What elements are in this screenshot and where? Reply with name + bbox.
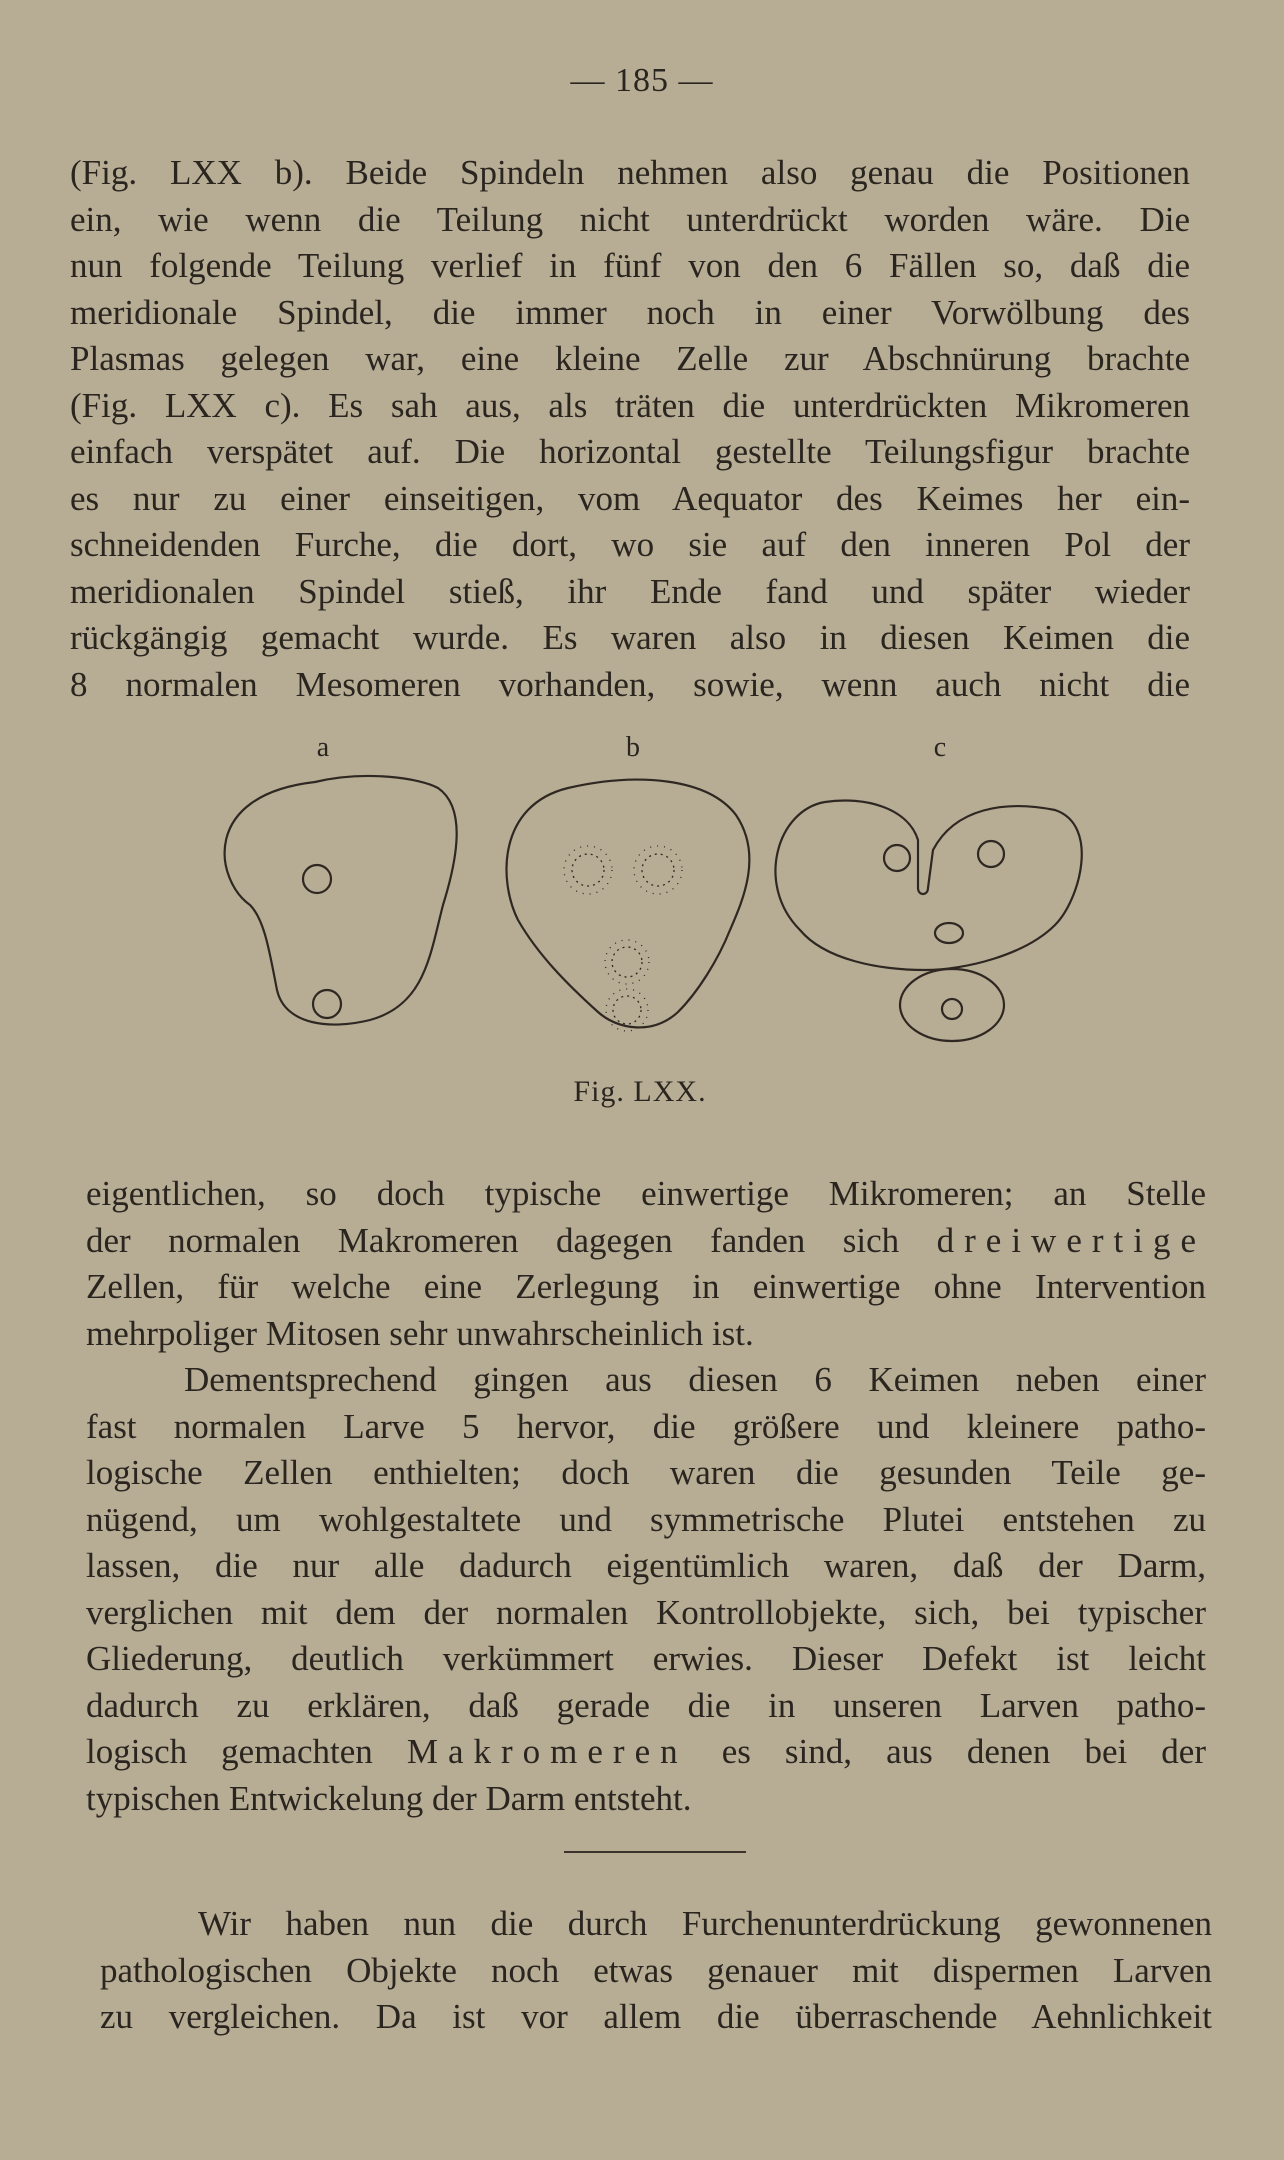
text-line: schneidenden Furche, die dort, wo sie auf den inneren Pol der (70, 525, 1190, 564)
nucleus-c1 (884, 845, 910, 871)
text-line: meridionale Spindel, die immer noch in einer Vorwölbung des (70, 292, 1190, 332)
text-line: fast normalen Larve 5 hervor, die größere und kleinere patho- (86, 1406, 1206, 1446)
figure-label-c: c (933, 732, 947, 763)
cell-outline-a (225, 776, 457, 1025)
nucleus-a2 (313, 990, 341, 1018)
text-line: Zellen, für welche eine Zerlegung in einwertige ohne Intervention (86, 1267, 1206, 1306)
text-line (86, 1729, 1206, 1776)
text-line: mehrpoliger Mitosen sehr unwahrscheinlich ist. (86, 1313, 754, 1353)
nucleus-c4 (942, 999, 962, 1019)
text-line: pathologischen Objekte noch etwas genauer mit dispermen Larven (100, 1950, 1212, 1990)
figure-label-a: a (316, 732, 330, 763)
paragraph-bottom (100, 1901, 1212, 2041)
nucleus-c2 (978, 841, 1004, 867)
text-line: meridionalen Spindel stieß, ihr Ende fand und später wieder (70, 571, 1190, 611)
figure-caption: Fig. LXX. (573, 1075, 707, 1108)
text-line: eigentlichen, so doch typische einwertige Mikromeren; an Stelle (86, 1174, 1206, 1213)
nucleus-a1 (303, 865, 331, 893)
text-line: verglichen mit dem der normalen Kontrollobjekte, sich, bei typischer (86, 1592, 1206, 1632)
text-line: ein, wie wenn die Teilung nicht unterdrückt worden wäre. Die (70, 199, 1190, 239)
text-line: dadurch zu erklären, daß gerade die in unseren Larven patho- (86, 1685, 1206, 1725)
text-line: nun folgende Teilung verlief in fünf von den 6 Fällen so, daß die (70, 246, 1190, 285)
text-line: Plasmas gelegen war, eine kleine Zelle zur Abschnürung brachte (70, 339, 1190, 378)
nucleus-c3 (935, 923, 963, 943)
page-number: — 185 — (570, 62, 714, 99)
text-line (86, 1218, 1206, 1265)
text-line: logische Zellen enthielten; doch waren die gesunden Teile ge- (86, 1453, 1206, 1492)
text-line: typischen Entwickelung der Darm entsteht. (86, 1778, 692, 1818)
text-line: (Fig. LXX b). Beide Spindeln nehmen also genau die Positionen (70, 153, 1190, 192)
text-line: (Fig. LXX c). Es sah aus, als träten die unterdrückten Mikromeren (70, 385, 1190, 425)
text-line: lassen, die nur alle dadurch eigentümlich waren, daß der Darm, (86, 1546, 1206, 1585)
text-line: zu vergleichen. Da ist vor allem die überraschende Aehnlichkeit (100, 1997, 1212, 2036)
text-line: es nur zu einer einseitigen, vom Aequator des Keimes her ein- (70, 478, 1190, 518)
text-line: einfach verspätet auf. Die horizontal gestellte Teilungsfigur brachte (70, 432, 1190, 471)
paragraph-middle (86, 1171, 1206, 1822)
text-segment: logisch gemachten (86, 1732, 373, 1771)
figure-drawings (190, 730, 1090, 1070)
text-segment: der normalen Makromeren dagegen fanden sich (86, 1220, 900, 1260)
text-line: rückgängig gemacht wurde. Es waren also in diesen Keimen die (70, 618, 1190, 657)
text-segment: es sind, aus denen bei der (721, 1732, 1206, 1771)
micromere-c (900, 969, 1004, 1041)
spindle-aster-group (564, 846, 682, 1031)
paragraph-top (70, 150, 1190, 708)
text-line: 8 normalen Mesomeren vorhanden, sowie, wenn auch nicht die (70, 664, 1190, 704)
cell-outline-c (775, 801, 1081, 970)
text-line: Gliederung, deutlich verkümmert erwies. Dieser Defekt ist leicht (86, 1639, 1206, 1678)
spaced-word: dreiwertige (936, 1220, 1206, 1260)
figure-label-b: b (626, 732, 640, 763)
spaced-word: Makromeren (406, 1732, 688, 1771)
figure-lxx (190, 730, 1090, 1130)
section-divider (564, 1851, 746, 1853)
text-line: Wir haben nun die durch Furchenunterdrückung gewonnenen (198, 1904, 1212, 1943)
cell-outline-b (506, 780, 749, 1028)
text-line: nügend, um wohlgestaltete und symmetrische Plutei entstehen zu (86, 1499, 1206, 1539)
text-line: Dementsprechend gingen aus diesen 6 Keimen neben einer (184, 1360, 1206, 1399)
